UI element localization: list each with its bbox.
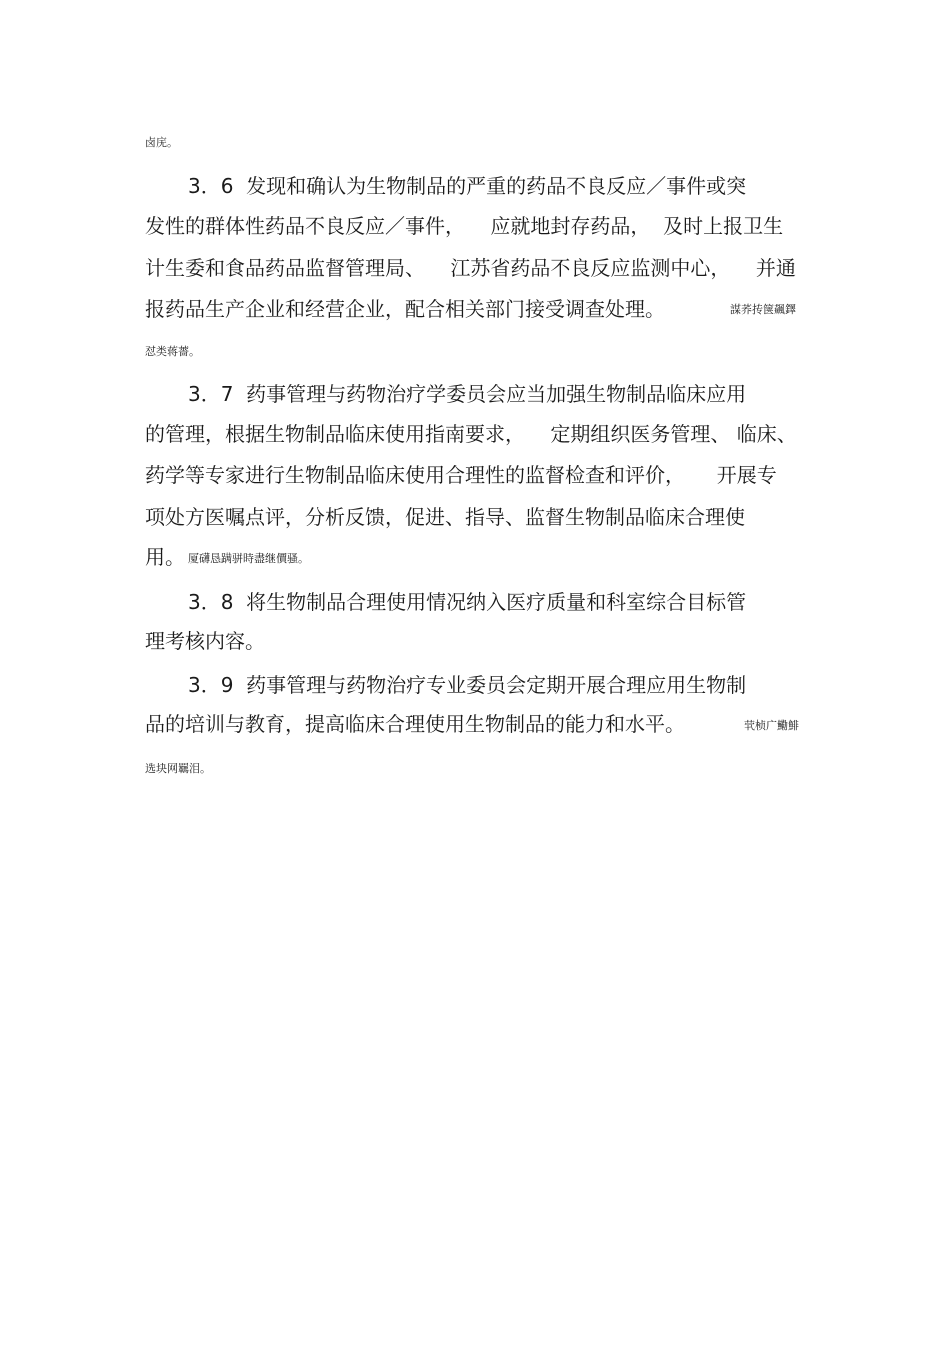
garbled-tail: 厦礴恳蹒骈時盡继價骚。 [188,552,309,565]
paragraph-line: 3．7 药事管理与药物治疗学委员会应当加强生物制品临床应用 [188,382,747,406]
garbled-tail: 茕桢广鰳鯡 [744,719,799,732]
paragraph-line: 的管理，根据生物制品临床使用指南要求， 定期组织医务管理、 临床、 [145,422,797,446]
paragraph-line: 选块网羈泪。 [145,762,211,775]
paragraph-line: 怼类蒋薔。 [145,345,200,358]
paragraph-line: 药学等专家进行生物制品临床使用合理性的监督检查和评价， 开展专 [145,463,777,487]
paragraph-line: 3．8 将生物制品合理使用情况纳入医疗质量和科室综合目标管 [188,590,747,614]
paragraph-line: 报药品生产企业和经营企业，配合相关部门接受调查处理。 [145,297,665,321]
paragraph-line: 3．6 发现和确认为生物制品的严重的药品不良反应／事件或突 [188,174,747,198]
paragraph-line: 用。 [145,545,185,569]
paragraph-line: 品的培训与教育，提高临床合理使用生物制品的能力和水平。 [145,712,685,736]
garbled-tail: 謀荞抟箧飆鐸 [730,303,796,316]
paragraph-line: 发性的群体性药品不良反应／事件， 应就地封存药品， 及时上报卫生 [145,214,784,238]
paragraph-line: 3．9 药事管理与药物治疗专业委员会定期开展合理应用生物制 [188,673,747,697]
paragraph-line: 计生委和食品药品监督管理局、 江苏省药品不良反应监测中心， 并通 [145,256,796,280]
paragraph-line: 项处方医嘱点评，分析反馈，促进、指导、监督生物制品临床合理使 [145,505,745,529]
text-fragment: 卤庑。 [145,136,178,149]
paragraph-line: 理考核内容。 [145,629,265,653]
